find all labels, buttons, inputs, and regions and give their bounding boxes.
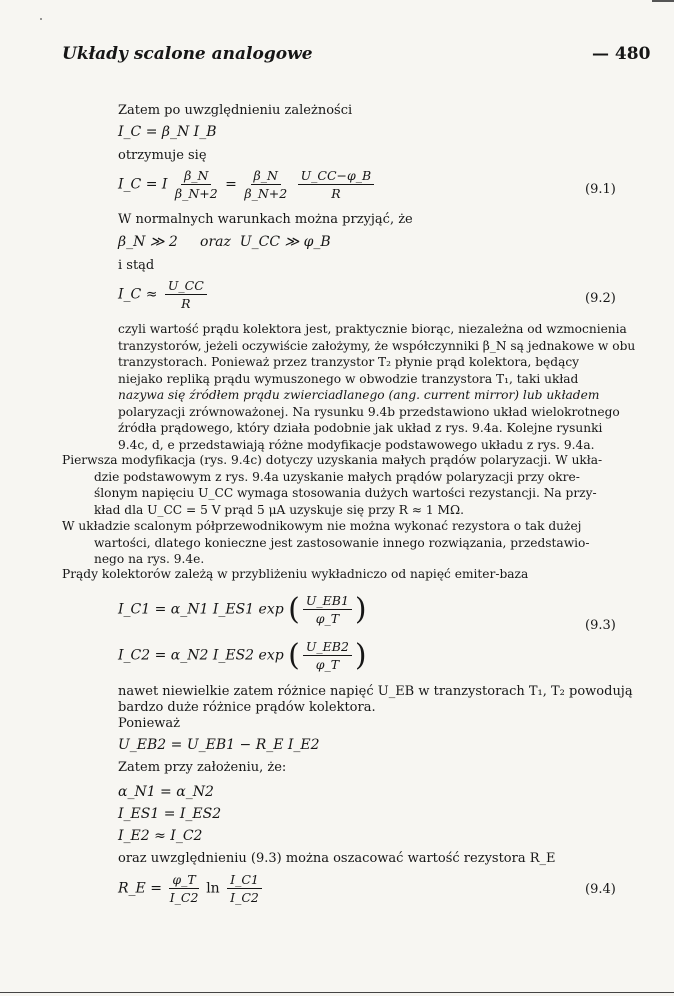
paragraph-integrated-resistor (62, 518, 589, 568)
para3-line: nego na rys. 9.4e. (94, 552, 205, 566)
para3-line: W układzie scalonym półprzewodnikowym nie można wykonać rezystora o tak dużej (62, 519, 582, 533)
equation-number-9-1: (9.1) (585, 182, 616, 197)
eq91-frac1-numerator: β_N (181, 168, 211, 185)
eq91-fraction-1 (175, 168, 218, 201)
eq94-lhs: R_E = (118, 880, 162, 897)
para1-line: czyli wartość prądu kolektora jest, praktycznie biorąc, niezależna od wzmocnienia (118, 322, 627, 336)
eq93-row1-denominator: φ_T (315, 611, 340, 626)
para1-line: źródła prądowego, który działa podobnie jak układ z rys. 9.4a. Kolejne rysunki (118, 421, 603, 435)
scan-speck (40, 18, 42, 20)
para1-line: tranzystorach. Ponieważ przez tranzystor T₂ płynie prąd kolektora, będący (118, 355, 580, 369)
scan-corner-mark (652, 0, 674, 2)
eq91-lhs: I_C = I (118, 176, 168, 193)
eq91-equals: = (225, 176, 237, 193)
paragraph-current-mirror (118, 321, 635, 453)
para2-line: kład dla U_CC = 5 V prąd 5 μA uzyskuje się przy R ≈ 1 MΩ. (94, 502, 464, 517)
para1-line: niejako repliką prądu wymuszonego w obwodzie tranzystora T₁, taki układ (118, 371, 579, 386)
equation-9-4 (118, 872, 265, 905)
paragraph-estimate-re: oraz uwzględnieniu (9.3) można oszacować wartość rezystora R_E (118, 851, 556, 866)
para1-line: 9.4c, d, e przedstawiają różne modyfikacje podstawowego układu z rys. 9.4a. (118, 437, 595, 452)
eq94-frac2-numerator: I_C1 (227, 872, 262, 889)
paragraph-small-differences (118, 684, 633, 732)
eq93-row1-lhs: I_C1 = α_N1 I_ES1 exp (118, 601, 284, 618)
eq92-fraction (165, 278, 207, 311)
para2-line: dzie podstawowym z rys. 9.4a uzyskanie małych prądów polaryzacji przy okre- (94, 469, 580, 484)
left-paren: ( (288, 592, 300, 627)
equation-ueb2: U_EB2 = U_EB1 − R_E I_E2 (118, 737, 320, 753)
equation-number-9-2: (9.2) (585, 291, 616, 306)
intro-line: Zatem po uwzględnieniu zależności (118, 103, 353, 118)
equation-9-3-row-1 (118, 592, 367, 627)
intro-line-2: otrzymuje się (118, 148, 207, 163)
eq94-fraction-1 (169, 872, 198, 905)
equation-number-9-3: (9.3) (585, 618, 616, 633)
normal-conditions-line: W normalnych warunkach można przyjąć, że (118, 212, 413, 227)
eq92-denominator: R (181, 296, 191, 311)
para2-line: Pierwsza modyfikacja (rys. 9.4c) dotyczy uzyskania małych prądów polaryzacji. W ukła- (62, 453, 603, 467)
eq94-frac1-denominator: I_C2 (169, 890, 199, 905)
para1-line: polaryzacji zrównoważonej. Na rysunku 9.4b przedstawiono układ wielokrotnego (118, 404, 620, 419)
eq91-frac2-denominator: β_N+2 (244, 186, 288, 201)
eq94-frac2-denominator: I_C2 (230, 890, 259, 905)
para5-line: Ponieważ (118, 716, 180, 731)
eq91-fraction-2 (244, 168, 287, 201)
para3-line: wartości, dlatego konieczne jest zastosowanie innego rozwiązania, przedstawio- (94, 535, 590, 550)
condition-ie2: I_E2 ≈ I_C2 (118, 828, 203, 844)
eq93-row1-numerator: U_EB1 (303, 593, 352, 610)
eq92-numerator: U_CC (165, 278, 207, 295)
eq91-frac3-denominator: R (331, 186, 341, 201)
running-header-title: Układy scalone analogowe (62, 44, 313, 64)
eq93-row2-denominator: φ_T (315, 657, 340, 672)
eq91-frac3-numerator: U_CC−φ_B (298, 168, 375, 185)
paragraph-collector-currents: Prądy kolektorów zależą w przybliżeniu wykładniczo od napięć emiter-baza (62, 567, 529, 581)
right-paren: ) (354, 592, 367, 627)
eq93-row2-lhs: I_C2 = α_N2 I_ES2 exp (118, 647, 284, 664)
equation-number-9-4: (9.4) (585, 882, 616, 897)
hence-line: i stąd (118, 258, 155, 273)
equation-9-3-row-2 (118, 638, 367, 673)
paragraph-first-modification (62, 452, 602, 518)
eq92-lhs: I_C ≈ (118, 286, 158, 303)
condition-inequalities: β_N ≫ 2 oraz U_CC ≫ φ_B (118, 234, 331, 250)
eq93-row2-numerator: U_EB2 (303, 639, 352, 656)
equation-9-2 (118, 278, 210, 311)
para5-line: bardzo duże różnice prądów kolektora. (118, 700, 376, 715)
condition-ies: I_ES1 = I_ES2 (118, 806, 222, 822)
left-paren: ( (288, 638, 300, 673)
eq94-frac1-numerator: φ_T (169, 872, 198, 889)
equation-ic-beta: I_C = β_N I_B (118, 124, 217, 140)
eq93-row1-fraction (303, 593, 352, 626)
eq91-frac1-denominator: β_N+2 (174, 186, 218, 201)
right-paren: ) (354, 638, 367, 673)
eq91-fraction-3 (298, 168, 375, 201)
assumption-line: Zatem przy założeniu, że: (118, 760, 287, 775)
page-bottom-edge (0, 992, 674, 993)
condition-alpha: α_N1 = α_N2 (118, 784, 214, 800)
eq94-fraction-2 (227, 872, 262, 905)
para2-line: ślonym napięciu U_CC wymaga stosowania dużych wartości rezystancji. Na przy- (94, 486, 597, 500)
para5-line: nawet niewielkie zatem różnice napięć U_EB w tranzystorach T₁, T₂ powodują (118, 684, 633, 699)
para1-line: tranzystorów, jeżeli oczywiście założymy, że współczynniki β_N są jednakowe w obu (118, 338, 636, 353)
eq93-row2-fraction (303, 639, 352, 672)
eq91-frac2-numerator: β_N (251, 168, 281, 185)
para1-line: nazywa się źródłem prądu zwierciadlanego (ang. current mirror) lub układem (118, 388, 600, 402)
page-number: — 480 (592, 44, 651, 64)
eq94-ln: ln (206, 880, 220, 897)
equation-9-1 (118, 168, 377, 201)
